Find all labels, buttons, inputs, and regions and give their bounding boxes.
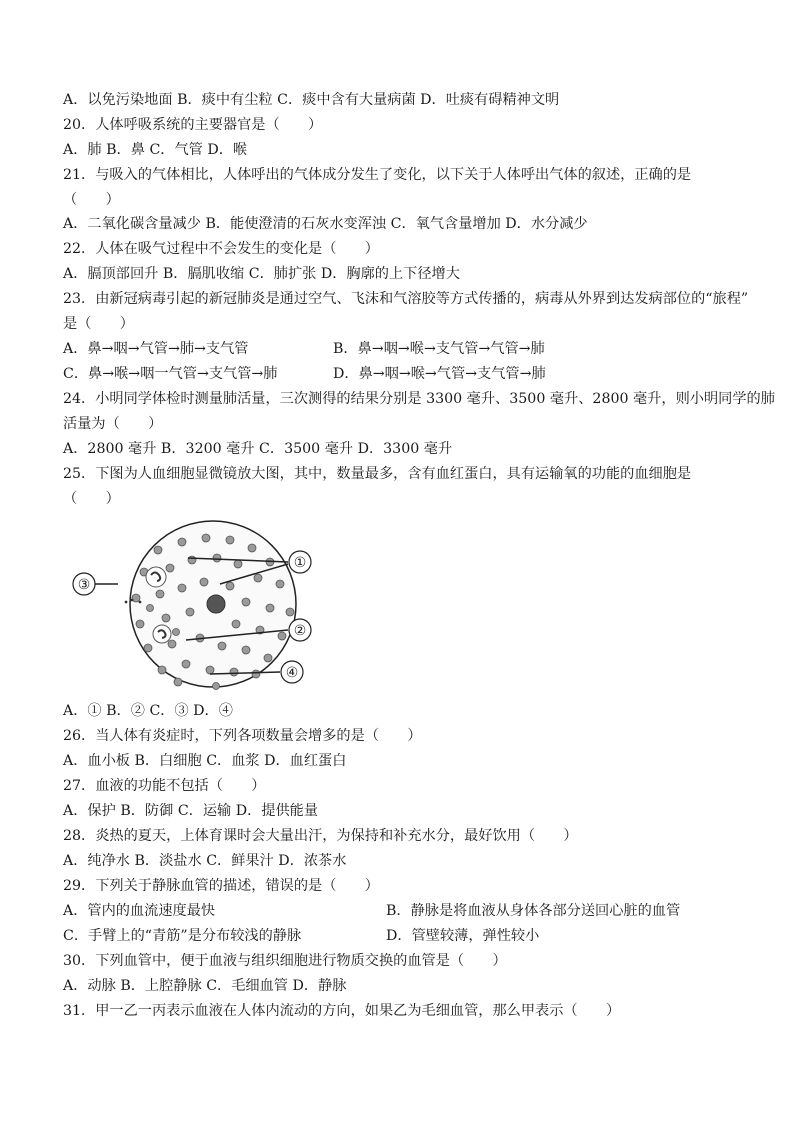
- q23-stem-cont: 是（ ）: [63, 316, 134, 332]
- q29-option-c: C．手臂上的“青筋”是分布较浅的静脉: [63, 928, 302, 944]
- blood-cell-figure: [70, 520, 330, 692]
- q20-stem: 20．人体呼吸系统的主要器官是（ ）: [63, 117, 323, 133]
- q21-stem: 21．与吸入的气体相比，人体呼出的气体成分发生了变化，以下关于人体呼出气体的叙述，正确的是: [63, 167, 692, 183]
- q29-option-d: D．管壁较薄，弹性较小: [386, 928, 540, 944]
- q26-stem: 26．当人体有炎症时，下列各项数量会增多的是（ ）: [63, 728, 422, 744]
- q30-options: A．动脉 B．上腔静脉 C．毛细血管 D．静脉: [63, 978, 347, 994]
- q23-option-b: B．鼻→咽→喉→支气管→气管→肺: [333, 341, 545, 357]
- label-1: ①: [293, 555, 307, 571]
- q23-option-c: C．鼻→喉→咽一气管→支气管→肺: [63, 366, 278, 382]
- q24-stem: 24．小明同学体检时测量肺活量，三次测得的结果分别是 3300 毫升、3500 毫升、2800 毫升，则小明同学的肺: [63, 391, 775, 407]
- q31-stem: 31．甲一乙一丙表示血液在人体内流动的方向，如果乙为毛细血管，那么甲表示（ ）: [63, 1003, 621, 1019]
- q19-options: A．以免污染地面 B．痰中有尘粒 C．痰中含有大量病菌 D．吐痰有碍精神文明: [63, 92, 560, 108]
- q26-options: A．血小板 B．白细胞 C．血浆 D．血红蛋白: [63, 753, 347, 769]
- q29-stem: 29．下列关于静脉血管的描述，错误的是（ ）: [63, 878, 379, 894]
- q23-option-d: D．鼻→咽→喉→气管→支气管→肺: [333, 366, 546, 382]
- q23-stem: 23．由新冠病毒引起的新冠肺炎是通过空气、飞沫和气溶胶等方式传播的，病毒从外界到达发病部位的“旅程”: [63, 291, 749, 307]
- label-3: ③: [77, 577, 91, 593]
- q24-options: A．2800 毫升 B．3200 毫升 C．3500 毫升 D．3300 毫升: [63, 441, 453, 457]
- q28-stem: 28．炎热的夏天，上体育课时会大量出汗，为保持和补充水分，最好饮用（ ）: [63, 828, 578, 844]
- q25-options: A．① B．② C．③ D．④: [63, 703, 233, 719]
- label-4: ④: [285, 665, 299, 681]
- large-dark-cell: [207, 595, 225, 613]
- q21-stem-cont: （ ）: [63, 192, 120, 208]
- q30-stem: 30．下列血管中，便于血液与组织细胞进行物质交换的血管是（ ）: [63, 953, 507, 969]
- q27-options: A．保护 B．防御 C．运输 D．提供能量: [63, 803, 319, 819]
- q22-stem: 22．人体在吸气过程中不会发生的变化是（ ）: [63, 241, 379, 257]
- label-2: ②: [293, 623, 307, 639]
- q22-options: A．膈顶部回升 B．膈肌收缩 C．肺扩张 D．胸廓的上下径增大: [63, 266, 460, 282]
- blood-cell-diagram: [70, 520, 330, 692]
- q20-options: A．肺 B．鼻 C．气管 D．喉: [63, 142, 248, 158]
- q29-option-b: B．静脉是将血液从身体各部分送回心脏的血管: [386, 903, 681, 919]
- q28-options: A．纯净水 B．淡盐水 C．鲜果汁 D．浓茶水: [63, 853, 347, 869]
- q24-stem-cont: 活量为（ ）: [63, 416, 163, 432]
- q25-stem-cont: （ ）: [63, 491, 120, 507]
- q27-stem: 27．血液的功能不包括（ ）: [63, 778, 266, 794]
- q29-option-a: A．管内的血流速度最快: [63, 903, 216, 919]
- q25-stem: 25．下图为人血细胞显微镜放大图，其中，数量最多，含有血红蛋白，具有运输氧的功能的血细胞是: [63, 466, 692, 482]
- q23-option-a: A．鼻→咽→气管→肺→支气管: [63, 341, 249, 357]
- q21-options: A．二氧化碳含量减少 B．能使澄清的石灰水变浑浊 C．氧气含量增加 D．水分减少: [63, 216, 588, 232]
